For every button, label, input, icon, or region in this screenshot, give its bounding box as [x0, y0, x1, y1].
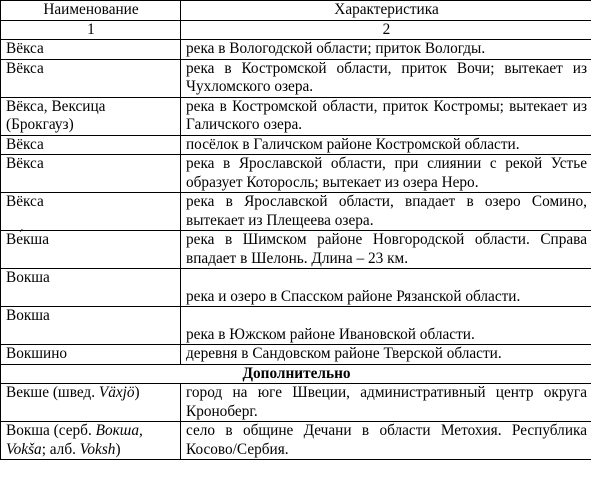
table-row: [1, 40, 591, 60]
row-description: река в Южском районе Ивановской области.: [181, 307, 591, 345]
row-description: река в Ярославской области, впадает в озеро Сомино, вытекает из Плещеева озера.: [181, 193, 591, 231]
row-name: Вокша: [1, 307, 181, 345]
row-name: [1, 422, 181, 460]
row-description: река в Шимском районе Новгородской области. Справа впадает в Шелонь. Длина – 23 км.: [181, 231, 591, 269]
name-suffix: ): [134, 384, 140, 401]
table-row: [1, 384, 591, 422]
table-row: [1, 59, 591, 97]
row-name: Вёкса: [1, 135, 181, 155]
row-description: река в Ярославской области, при слиянии с рекой Устье образует Которосль; вытекает из озера Неро.: [181, 155, 591, 193]
row-name: Ве́кша: [1, 231, 181, 269]
row-description: деревня в Сандовском районе Тверской области.: [181, 345, 591, 365]
table-row: [1, 307, 591, 345]
row-name: Вёкса: [1, 59, 181, 97]
row-name: [1, 384, 181, 422]
row-name: Вёкса: [1, 155, 181, 193]
row-description: посёлок в Галичском районе Костромской области.: [181, 135, 591, 155]
table-row: [1, 345, 591, 365]
table-row: [1, 231, 591, 269]
table-row: [1, 97, 591, 135]
section-title: Дополнительно: [1, 364, 591, 384]
name-prefix: Векше (швед.: [6, 384, 99, 401]
header-characteristic: Характеристика: [181, 1, 591, 21]
row-name: Вокша: [1, 269, 181, 307]
column-number-2: 2: [181, 20, 591, 40]
row-name: Вёкса, Вексица (Брокгауз): [1, 97, 181, 135]
row-description: город на юге Швеции, административный центр округа Кроноберг.: [181, 384, 591, 422]
row-description: река в Вологодской области; приток Вологды.: [181, 40, 591, 60]
row-name: Вёкса: [1, 193, 181, 231]
table-row: [1, 135, 591, 155]
row-description: село в общине Дечани в области Метохия. Республика Косово/Сербия.: [181, 422, 591, 460]
name-suffix: ; алб.: [41, 440, 80, 458]
table-row: [1, 155, 591, 193]
name-prefix: Вокша (серб.: [6, 422, 96, 439]
header-name: Наименование: [1, 1, 181, 21]
name-italic: Växjö: [98, 384, 135, 401]
table-row: [1, 193, 591, 231]
header-row: [1, 1, 591, 21]
row-name: Вёкса: [1, 40, 181, 60]
table-row: [1, 269, 591, 307]
row-description: река в Костромской области, приток Вочи; вытекает из Чухломского озера.: [181, 59, 591, 97]
row-description: река в Костромской области, приток Костромы; вытекает из Галичского озера.: [181, 97, 591, 135]
name-suffix-2: ): [115, 440, 121, 458]
name-italic-2: Voksh: [79, 440, 116, 458]
table-row: [1, 422, 591, 460]
row-name: Вокшино: [1, 345, 181, 365]
column-number-row: [1, 20, 591, 40]
column-number-1: 1: [1, 20, 181, 40]
row-description: река и озеро в Спасском районе Рязанской области.: [181, 269, 591, 307]
name-italic: Вокша, Vokša: [6, 422, 143, 458]
section-row: [1, 364, 591, 384]
